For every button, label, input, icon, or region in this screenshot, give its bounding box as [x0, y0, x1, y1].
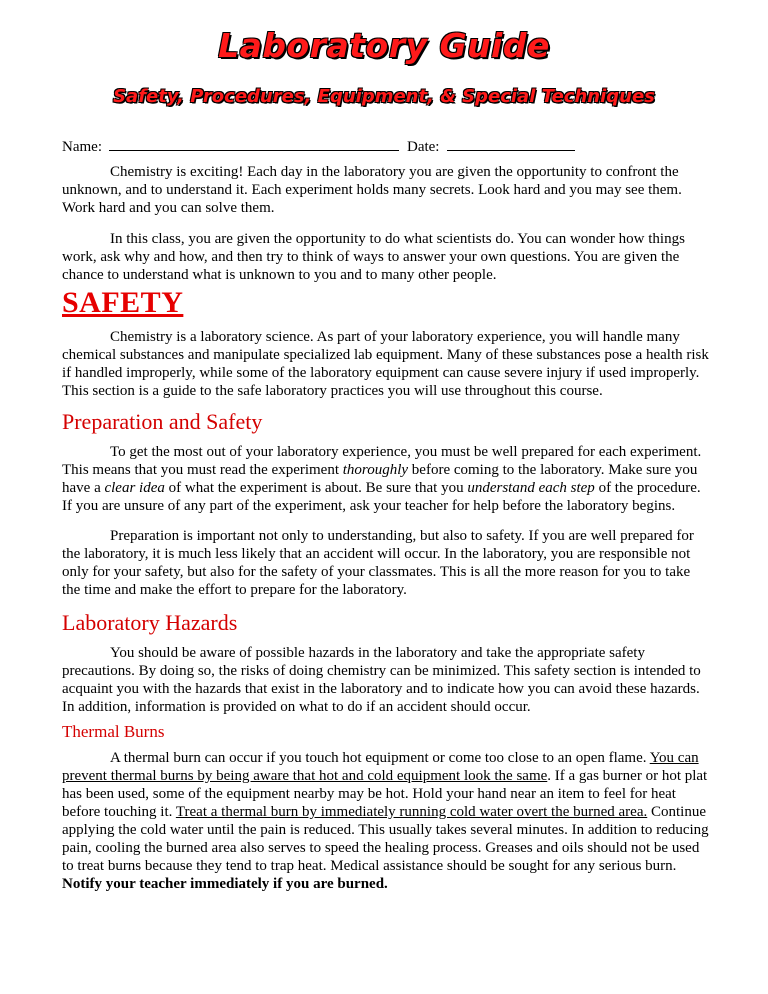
prep-text-a: To get the most out of your laboratory experience, you must be well prepared for each experiment. This means that you must read the experiment — [62, 444, 702, 478]
name-label: Name: — [62, 139, 102, 155]
thermal-text-a: A thermal burn can occur if you touch hot equipment or come too close to an open flame. — [110, 750, 650, 766]
thermal-treat-underlined: Treat a thermal burn by immediately running cold water overt the burned area. — [175, 804, 648, 820]
thermal-notify-bold: Notify your teacher immediately if you are burned. — [62, 876, 388, 892]
intro-paragraph-2: In this class, you are given the opportunity to do what scientists do. You can wonder how things work, ask why and how, and then try to think of ways to answer your own questions. You are given the chance to understand what is unknown to you and to many other people. — [62, 231, 685, 283]
thermal-text-c: . If a gas burner or hot plat has been used, some of the equipment nearby may be hot. Hold your hand near an item to feel for heat before touching it. — [62, 768, 708, 820]
intro-paragraph-1: Chemistry is exciting! Each day in the laboratory you are given the opportunity to confront the unknown, and to understand it. Each experiment holds many secrets. Look hard and you may see them. Work hard and you can solve them. — [62, 164, 682, 216]
preparation-heading: Preparation and Safety — [62, 409, 263, 434]
prep-text-thoroughly: thoroughly — [342, 462, 409, 478]
thermal-burns-paragraph — [62, 749, 710, 893]
thermal-prevent-underlined: You can prevent thermal burns by being aware that hot and cold equipment look the same — [62, 750, 699, 784]
thermal-burns-heading: Thermal Burns — [62, 722, 165, 741]
name-field[interactable] — [109, 136, 399, 151]
prep-text-e: of what the experiment is about. Be sure that you — [164, 480, 468, 496]
date-label: Date: — [406, 139, 440, 155]
safety-paragraph: Chemistry is a laboratory science. As part of your laboratory experience, you will handle many chemical substances and manipulate specialized lab equipment. Many of these substances pose a health risk if handled improperly, while some of the laboratory equipment can cause severe injury if used improperly. This section is a guide to the safe laboratory practices you will use throughout this course. — [62, 329, 709, 399]
prep-text-c: before coming to the laboratory. Make sure you have a — [62, 462, 698, 496]
preparation-paragraph-1 — [62, 443, 710, 515]
document-subtitle: Safety, Procedures, Equipment, & Special Techniques — [113, 86, 655, 107]
document-title: Laboratory Guide — [218, 26, 550, 65]
preparation-paragraph-2: Preparation is important not only to understanding, but also to safety. If you are well prepared for the laboratory, it is much less likely that an accident will occur. In the laboratory, you are responsible not only for your safety, but also for the safety of your classmates. This is all the more reason for you to take the time and make the effort to prepare for the laboratory. — [62, 528, 694, 598]
prep-text-g: of the procedure. If you are unsure of any part of the experiment, ask your teacher for help before the laboratory begins. — [62, 480, 701, 514]
hazards-paragraph: You should be aware of possible hazards in the laboratory and take the appropriate safety precautions. By doing so, the risks of doing chemistry can be minimized. This safety section is intended to acquaint you with the hazards that exist in the laboratory and to indicate how you can avoid these hazards. In addition, information is provided on what to do if an accident should occur. — [62, 645, 701, 715]
name-date-line — [62, 136, 575, 156]
hazards-heading: Laboratory Hazards — [62, 610, 238, 635]
prep-text-clear-idea: clear idea — [104, 480, 165, 496]
prep-text-understand-step: understand each step — [467, 480, 595, 496]
date-field[interactable] — [447, 136, 575, 151]
safety-heading: SAFETY — [62, 286, 184, 319]
thermal-text-e: Continue applying the cold water until the pain is reduced. This usually takes several minutes. In addition to reducing pain, cooling the burned area also serves to speed the healing process. Greases and oils should not be used to treat burns because they tend to trap heat. Medical assistance should be sought for any serious burn. — [62, 804, 709, 874]
